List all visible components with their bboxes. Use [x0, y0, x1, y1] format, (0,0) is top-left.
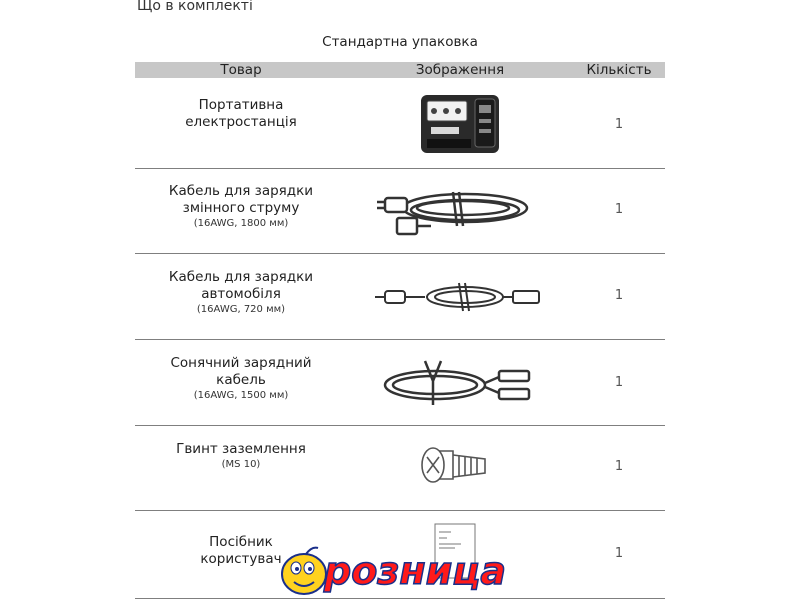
product-name-line: Посібник — [209, 534, 273, 550]
product-spec: (16AWG, 720 мм) — [196, 304, 286, 315]
section-title: Стандартна упаковка — [322, 34, 478, 50]
car-charging-cable-icon — [375, 277, 545, 317]
quantity: 1 — [614, 546, 624, 561]
product-spec: (16AWG, 1800 мм) — [193, 218, 289, 229]
ac-charging-cable-icon — [375, 180, 545, 242]
column-header-product: Товар — [220, 62, 262, 78]
product-name-line: Портативна — [198, 97, 284, 113]
product-name-line: Кабель для зарядки — [168, 183, 314, 199]
product-name-line: кабель — [216, 372, 266, 388]
product-name-line: автомобіля — [201, 286, 281, 302]
product-name-line: Гвинт заземлення — [176, 441, 306, 457]
table-row — [135, 79, 665, 169]
product-name — [135, 269, 347, 317]
quantity: 1 — [614, 117, 624, 132]
power-station-icon — [375, 89, 545, 159]
watermark-text: розница — [324, 549, 507, 593]
product-name-line: користувач — [200, 551, 282, 567]
product-name-line: Сонячний зарядний — [170, 355, 312, 371]
product-spec: (16AWG, 1500 мм) — [193, 390, 289, 401]
product-name — [135, 355, 347, 403]
quantity: 1 — [614, 288, 624, 303]
grounding-screw-icon — [375, 439, 545, 495]
watermark-logo — [276, 540, 536, 600]
table-row — [135, 253, 665, 340]
quantity: 1 — [614, 202, 624, 217]
product-spec: (MS 10) — [221, 459, 261, 470]
column-header-image: Зображення — [415, 62, 505, 78]
product-name-line: електростанція — [185, 114, 297, 130]
product-name-line: змінного струму — [182, 200, 300, 216]
column-header-quantity: Кількість — [586, 62, 652, 78]
quantity: 1 — [614, 459, 624, 474]
page-heading: Що в комплекті — [137, 0, 253, 14]
table-row — [135, 425, 665, 511]
table-header — [135, 62, 665, 78]
product-name — [135, 441, 347, 472]
product-name — [135, 97, 347, 131]
table-row — [135, 168, 665, 254]
solar-charging-cable-icon — [375, 357, 545, 409]
product-name — [135, 183, 347, 231]
product-name-line: Кабель для зарядки — [168, 269, 314, 285]
table-row — [135, 339, 665, 426]
quantity: 1 — [614, 375, 624, 390]
